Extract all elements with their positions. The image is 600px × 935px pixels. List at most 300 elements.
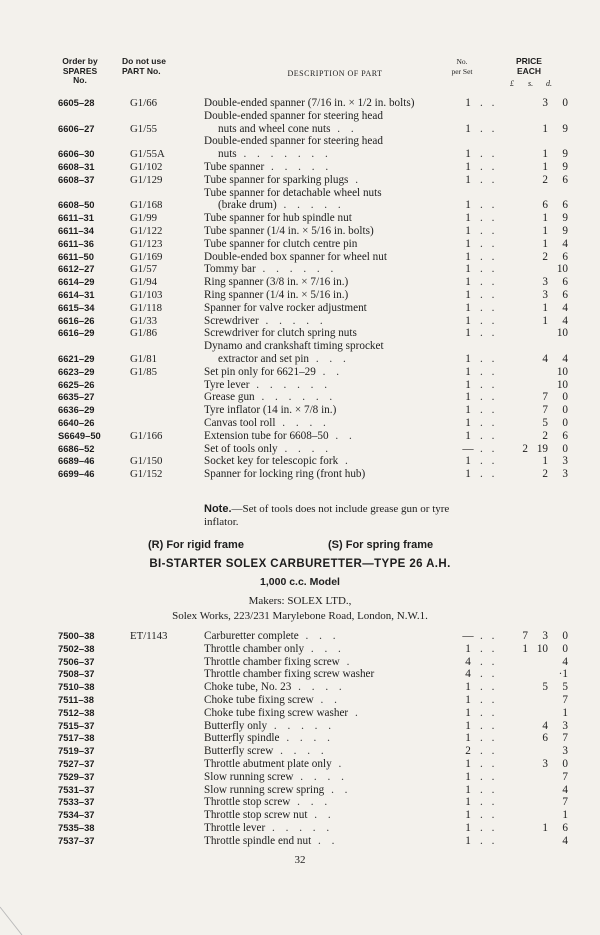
description-line	[204, 630, 456, 643]
part-description	[204, 809, 456, 822]
price-pounds	[506, 809, 528, 822]
description-text: Set pin only for 6621–29	[204, 365, 316, 378]
price-pence: 3	[562, 468, 568, 481]
price-pounds	[506, 302, 528, 315]
price-pence: 9	[562, 122, 568, 135]
leader-dots: . .	[480, 352, 498, 365]
leader-dots: . .	[480, 455, 498, 468]
leader-dots: .	[348, 706, 362, 719]
leader-dots: . . . .	[279, 732, 334, 745]
part-description	[204, 110, 456, 136]
description-text: Slow running screw	[204, 770, 294, 783]
price-pounds	[506, 327, 528, 340]
part-description	[204, 212, 456, 225]
leader-dots: . . . . .	[265, 821, 334, 834]
order-number: 7510–38	[58, 681, 95, 693]
leader-dots: . . . .	[273, 745, 328, 758]
quantity-per-set: 1	[465, 263, 471, 276]
price-pounds	[506, 225, 528, 238]
price-shillings: 10	[536, 642, 548, 655]
price-shillings: 1	[542, 301, 548, 314]
order-number: 7508–37	[58, 668, 95, 680]
part-number	[130, 835, 204, 848]
part-description	[204, 340, 456, 366]
leader-dots: . .	[315, 365, 344, 378]
leader-dots: . .	[480, 378, 498, 391]
pence-header: d.	[546, 79, 552, 88]
quantity-per-set: 1	[465, 834, 471, 847]
table-row	[58, 796, 568, 809]
description-line	[204, 123, 456, 136]
description-text: Tube spanner for clutch centre pin	[204, 237, 358, 250]
table-row	[58, 758, 568, 771]
price-pence: 0	[562, 757, 568, 770]
part-description	[204, 694, 456, 707]
price-shillings	[528, 263, 548, 276]
price-pence: 7	[562, 693, 568, 706]
price-pence: 9	[562, 224, 568, 237]
leader-dots: . . . . .	[276, 199, 345, 212]
qty-header	[440, 57, 484, 76]
order-header-line1: Order by	[62, 56, 98, 66]
part-number: G1/102	[130, 160, 163, 173]
table-row	[58, 694, 568, 707]
price-pence: 7	[562, 732, 568, 745]
description-line	[204, 771, 456, 784]
order-header	[50, 57, 110, 86]
part-description	[204, 263, 456, 276]
section-title: BI-STARTER SOLEX CARBURETTER—TYPE 26 A.H.	[149, 558, 451, 570]
price-shillings: 7	[542, 404, 548, 417]
description-line	[204, 251, 456, 264]
price-shillings	[528, 707, 548, 720]
part-number	[130, 391, 204, 404]
order-number: 6608–50	[58, 199, 95, 211]
price-pounds	[506, 404, 528, 417]
leader-dots: . .	[480, 719, 498, 732]
price-shillings	[528, 668, 548, 681]
quantity-per-set: 1	[465, 642, 471, 655]
order-number: 7519–37	[58, 745, 95, 757]
description-text: Choke tube fixing screw washer	[204, 706, 349, 719]
price-pounds	[506, 135, 528, 161]
part-number: G1/86	[130, 327, 157, 340]
order-number: 6612–27	[58, 263, 95, 275]
table-row	[58, 681, 568, 694]
order-number: 6635–27	[58, 391, 95, 403]
description-line	[204, 238, 456, 251]
part-number: ET/1143	[130, 630, 168, 642]
order-number: 7527–37	[58, 757, 95, 769]
price-pounds	[506, 110, 528, 136]
description-line	[204, 468, 456, 481]
order-number: 7535–38	[58, 821, 95, 833]
quantity-per-set: 1	[465, 314, 471, 327]
leader-dots: . . .	[298, 630, 340, 642]
part-number: G1/166	[130, 429, 163, 442]
order-number: 6640–26	[58, 416, 95, 428]
description-text: Tube spanner	[204, 160, 265, 173]
part-number	[130, 809, 204, 822]
description-line	[204, 263, 456, 276]
leader-dots: . .	[311, 834, 339, 847]
pounds-header: £	[510, 79, 514, 88]
leader-dots: . .	[480, 122, 498, 135]
leader-dots: . .	[480, 442, 498, 455]
tools-parts-table	[58, 97, 568, 481]
price-pence: 0	[562, 391, 568, 404]
part-number	[130, 720, 204, 733]
qty-header-line2: per Set	[451, 66, 473, 76]
description-line	[204, 327, 456, 340]
order-number: 7537–37	[58, 834, 95, 846]
description-text: Double-ended spanner for steering head	[204, 135, 383, 148]
part-description	[204, 455, 456, 468]
description-line	[204, 110, 456, 123]
price-pence: 6	[562, 288, 568, 301]
description-line	[204, 822, 456, 835]
part-number: G1/57	[130, 263, 157, 276]
leader-dots: . .	[480, 693, 498, 706]
table-row	[58, 315, 568, 328]
price-pounds	[506, 430, 528, 443]
table-row	[58, 187, 568, 213]
price-pence: 6	[562, 276, 568, 289]
leader-dots: . . .	[290, 796, 332, 809]
price-shillings: 1	[542, 237, 548, 250]
table-row	[58, 212, 568, 225]
leader-dots: . .	[480, 468, 498, 481]
quantity-per-set: 1	[465, 173, 471, 186]
table-row	[58, 251, 568, 264]
description-text: Slow running screw spring	[204, 783, 325, 796]
price-pence: 4	[562, 834, 568, 847]
order-number: 6614–31	[58, 288, 95, 300]
description-text: extractor and set pin	[218, 352, 310, 365]
tools-note	[204, 503, 484, 528]
order-number: 6606–27	[58, 122, 95, 134]
part-description	[204, 404, 456, 417]
description-line	[204, 784, 456, 797]
quantity-per-set: 1	[465, 783, 471, 796]
table-row	[58, 340, 568, 366]
leader-dots: . .	[480, 263, 498, 276]
description-line	[204, 187, 456, 200]
order-number: 6615–34	[58, 301, 95, 313]
price-pence: 4	[562, 301, 568, 314]
quantity-per-set: 1	[465, 770, 471, 783]
quantity-per-set: 1	[465, 276, 471, 289]
part-description	[204, 707, 456, 720]
part-number: G1/99	[130, 212, 157, 225]
quantity-per-set: 1	[465, 404, 471, 417]
leader-dots: . . . .	[277, 442, 333, 455]
leader-dots: . .	[480, 314, 498, 327]
description-line	[204, 276, 456, 289]
quantity-per-set: 1	[465, 706, 471, 719]
price-header-line1: PRICE	[516, 56, 542, 66]
table-row	[58, 135, 568, 161]
description-text: Tyre inflator (14 in. × 7/8 in.)	[204, 404, 337, 417]
description-text: Tube spanner for sparking plugs	[204, 173, 349, 186]
description-line	[204, 694, 456, 707]
price-header-line2: EACH	[516, 65, 542, 76]
table-row	[58, 822, 568, 835]
price-shillings	[528, 771, 548, 784]
table-row	[58, 835, 568, 848]
price-pence: 4	[562, 655, 568, 668]
leader-dots: . .	[480, 199, 498, 212]
part-number: G1/33	[130, 314, 157, 327]
part-description	[204, 161, 456, 174]
description-text: Dynamo and crankshaft timing sprocket	[204, 340, 384, 353]
price-pounds	[506, 366, 528, 379]
part-number	[130, 443, 204, 456]
order-number: 6636–29	[58, 404, 95, 416]
quantity-per-set: 1	[465, 148, 471, 161]
part-number	[130, 745, 204, 758]
description-text: Spanner for valve rocker adjustment	[204, 301, 367, 314]
price-pounds	[506, 161, 528, 174]
price-pence: 4	[562, 352, 568, 365]
price-pence: ·1	[558, 668, 568, 681]
description-line	[204, 199, 456, 212]
price-pence: 1	[562, 809, 568, 822]
description-text: Double-ended spanner (7/16 in. × 1/2 in. bolts)	[204, 97, 415, 109]
description-text: Screwdriver	[204, 314, 259, 327]
price-shillings	[528, 366, 548, 379]
quantity-per-set: 1	[465, 352, 471, 365]
description-line	[204, 732, 456, 745]
part-number	[130, 822, 204, 835]
part-description	[204, 732, 456, 745]
price-pounds	[506, 174, 528, 187]
order-number: 6616–26	[58, 314, 95, 326]
leader-dots: . . . . .	[267, 719, 336, 732]
description-text: Throttle abutment plate only	[204, 757, 332, 770]
price-shillings	[528, 745, 548, 758]
part-description	[204, 643, 456, 656]
part-description	[204, 251, 456, 264]
quantity-per-set: 1	[465, 681, 471, 694]
table-row	[58, 430, 568, 443]
price-shillings: 6	[542, 199, 548, 212]
leader-dots: . .	[328, 429, 356, 442]
order-number: 6606–30	[58, 148, 95, 160]
price-shillings: 2	[542, 429, 548, 442]
leader-dots: . .	[480, 391, 498, 404]
part-description	[204, 630, 456, 643]
part-description	[204, 758, 456, 771]
part-number	[130, 681, 204, 694]
price-pence: 3	[562, 719, 568, 732]
price-pounds	[506, 97, 528, 110]
price-pounds	[506, 276, 528, 289]
part-number	[130, 732, 204, 745]
order-number: 6611–36	[58, 237, 94, 249]
leader-dots: . .	[480, 276, 498, 289]
part-description	[204, 443, 456, 456]
price-pence: 6	[562, 199, 568, 212]
price-shillings: 1	[542, 314, 548, 327]
description-line	[204, 455, 456, 468]
description-text: Tommy bar	[204, 263, 256, 276]
part-number	[130, 379, 204, 392]
quantity-per-set: 1	[465, 199, 471, 212]
leader-dots: . .	[480, 250, 498, 263]
price-shillings: 1	[542, 455, 548, 468]
leader-dots: . .	[480, 668, 498, 681]
qty-header-line1: No.	[456, 57, 468, 66]
price-pounds	[506, 315, 528, 328]
order-number: 6686–52	[58, 442, 95, 454]
part-number: G1/55A	[130, 148, 165, 161]
description-text: Tube spanner for detachable wheel nuts	[204, 186, 382, 199]
description-text: Tube spanner for hub spindle nut	[204, 212, 352, 225]
note-label: Note.	[204, 503, 232, 515]
order-number: 6621–29	[58, 352, 95, 364]
part-number: G1/81	[130, 352, 157, 365]
description-line	[204, 135, 456, 148]
part-number	[130, 784, 204, 797]
price-pounds	[506, 707, 528, 720]
description-line	[204, 315, 456, 328]
description-text: Ring spanner (3/8 in. × 7/16 in.)	[204, 276, 349, 289]
part-description	[204, 366, 456, 379]
price-pounds	[506, 681, 528, 694]
quantity-per-set: 1	[465, 796, 471, 809]
order-number: 6689–46	[58, 455, 95, 467]
price-pounds: 7	[522, 630, 528, 642]
table-row	[58, 455, 568, 468]
price-pence: 9	[562, 160, 568, 173]
quantity-per-set: 1	[465, 809, 471, 822]
leader-dots: . .	[480, 630, 498, 642]
table-row	[58, 809, 568, 822]
description-text: Throttle chamber fixing screw washer	[204, 668, 375, 681]
leader-dots: . .	[480, 642, 498, 655]
description-text: Throttle spindle end nut	[204, 834, 312, 847]
leader-dots: . .	[480, 148, 498, 161]
part-description	[204, 417, 456, 430]
table-row	[58, 174, 568, 187]
order-number: 7517–38	[58, 732, 95, 744]
description-line	[204, 366, 456, 379]
price-shillings	[528, 327, 548, 340]
quantity-per-set: 1	[465, 821, 471, 834]
part-description	[204, 276, 456, 289]
price-pence: 6	[562, 821, 568, 834]
part-number	[130, 771, 204, 784]
price-shillings: 4	[542, 352, 548, 365]
description-text: Butterfly only	[204, 719, 268, 732]
description-line	[204, 404, 456, 417]
price-pounds: 2	[522, 442, 528, 455]
part-description	[204, 720, 456, 733]
order-header-line3: No.	[73, 75, 87, 85]
leader-dots: . .	[480, 783, 498, 796]
part-header-line2: PART No.	[122, 65, 161, 76]
makers-line: Makers: SOLEX LTD.,	[248, 595, 352, 607]
leader-dots: . . . . . .	[249, 378, 332, 391]
leader-dots: . .	[480, 224, 498, 237]
price-pounds	[506, 758, 528, 771]
leader-dots: . .	[480, 160, 498, 173]
part-number: G1/55	[130, 122, 157, 135]
price-pence: 0	[562, 630, 568, 642]
table-row	[58, 745, 568, 758]
quantity-per-set: 1	[465, 224, 471, 237]
note-text: —Set of tools does not include grease gun or tyre inflator.	[204, 503, 450, 528]
part-description	[204, 835, 456, 848]
quantity-per-set: 1	[465, 327, 471, 340]
part-number: G1/129	[130, 173, 163, 186]
part-number: G1/103	[130, 288, 163, 301]
description-line	[204, 379, 456, 392]
leader-dots: . .	[480, 327, 498, 340]
leader-dots: . .	[480, 809, 498, 822]
description-line	[204, 656, 456, 669]
description-line	[204, 758, 456, 771]
price-pounds	[506, 835, 528, 848]
leader-dots: . .	[324, 783, 352, 796]
leader-dots: . .	[480, 365, 498, 378]
price-pence: 4	[562, 237, 568, 250]
table-row	[58, 366, 568, 379]
part-description	[204, 302, 456, 315]
price-pence: 1	[562, 706, 568, 719]
table-row	[58, 771, 568, 784]
price-pounds	[506, 251, 528, 264]
part-header	[122, 57, 180, 76]
order-number: 6623–29	[58, 365, 95, 377]
part-description	[204, 668, 456, 681]
leader-dots: . .	[480, 655, 498, 668]
leader-dots: . . . . .	[264, 160, 333, 173]
order-number: 7529–37	[58, 770, 95, 782]
part-number	[130, 694, 204, 707]
description-line	[204, 745, 456, 758]
leader-dots: . .	[480, 706, 498, 719]
price-pounds	[506, 745, 528, 758]
price-pence: 0	[562, 442, 568, 455]
order-header-line2: SPARES	[62, 65, 98, 76]
page-number: 32	[294, 854, 306, 866]
leader-dots: .	[331, 757, 346, 770]
price-shillings: 3	[542, 276, 548, 289]
price-shillings	[528, 809, 548, 822]
table-row	[58, 404, 568, 417]
leader-dots: . .	[480, 173, 498, 186]
frame-r-legend: (R) For rigid frame	[148, 539, 244, 551]
price-pounds	[506, 340, 528, 366]
quantity-per-set: 1	[465, 378, 471, 391]
quantity-per-set: 1	[465, 365, 471, 378]
quantity-per-set: 1	[465, 237, 471, 250]
price-pounds	[506, 417, 528, 430]
price-pence: 0	[562, 642, 568, 655]
part-number: G1/94	[130, 276, 157, 289]
part-number: G1/152	[130, 468, 163, 481]
price-pence: 10	[556, 378, 568, 391]
part-number	[130, 417, 204, 430]
price-shillings: 1	[542, 122, 548, 135]
quantity-per-set: 4	[465, 668, 471, 681]
address-line: Solex Works, 223/231 Marylebone Road, London, N.W.1.	[172, 610, 428, 622]
part-number	[130, 758, 204, 771]
description-line	[204, 340, 456, 353]
price-pounds	[506, 379, 528, 392]
